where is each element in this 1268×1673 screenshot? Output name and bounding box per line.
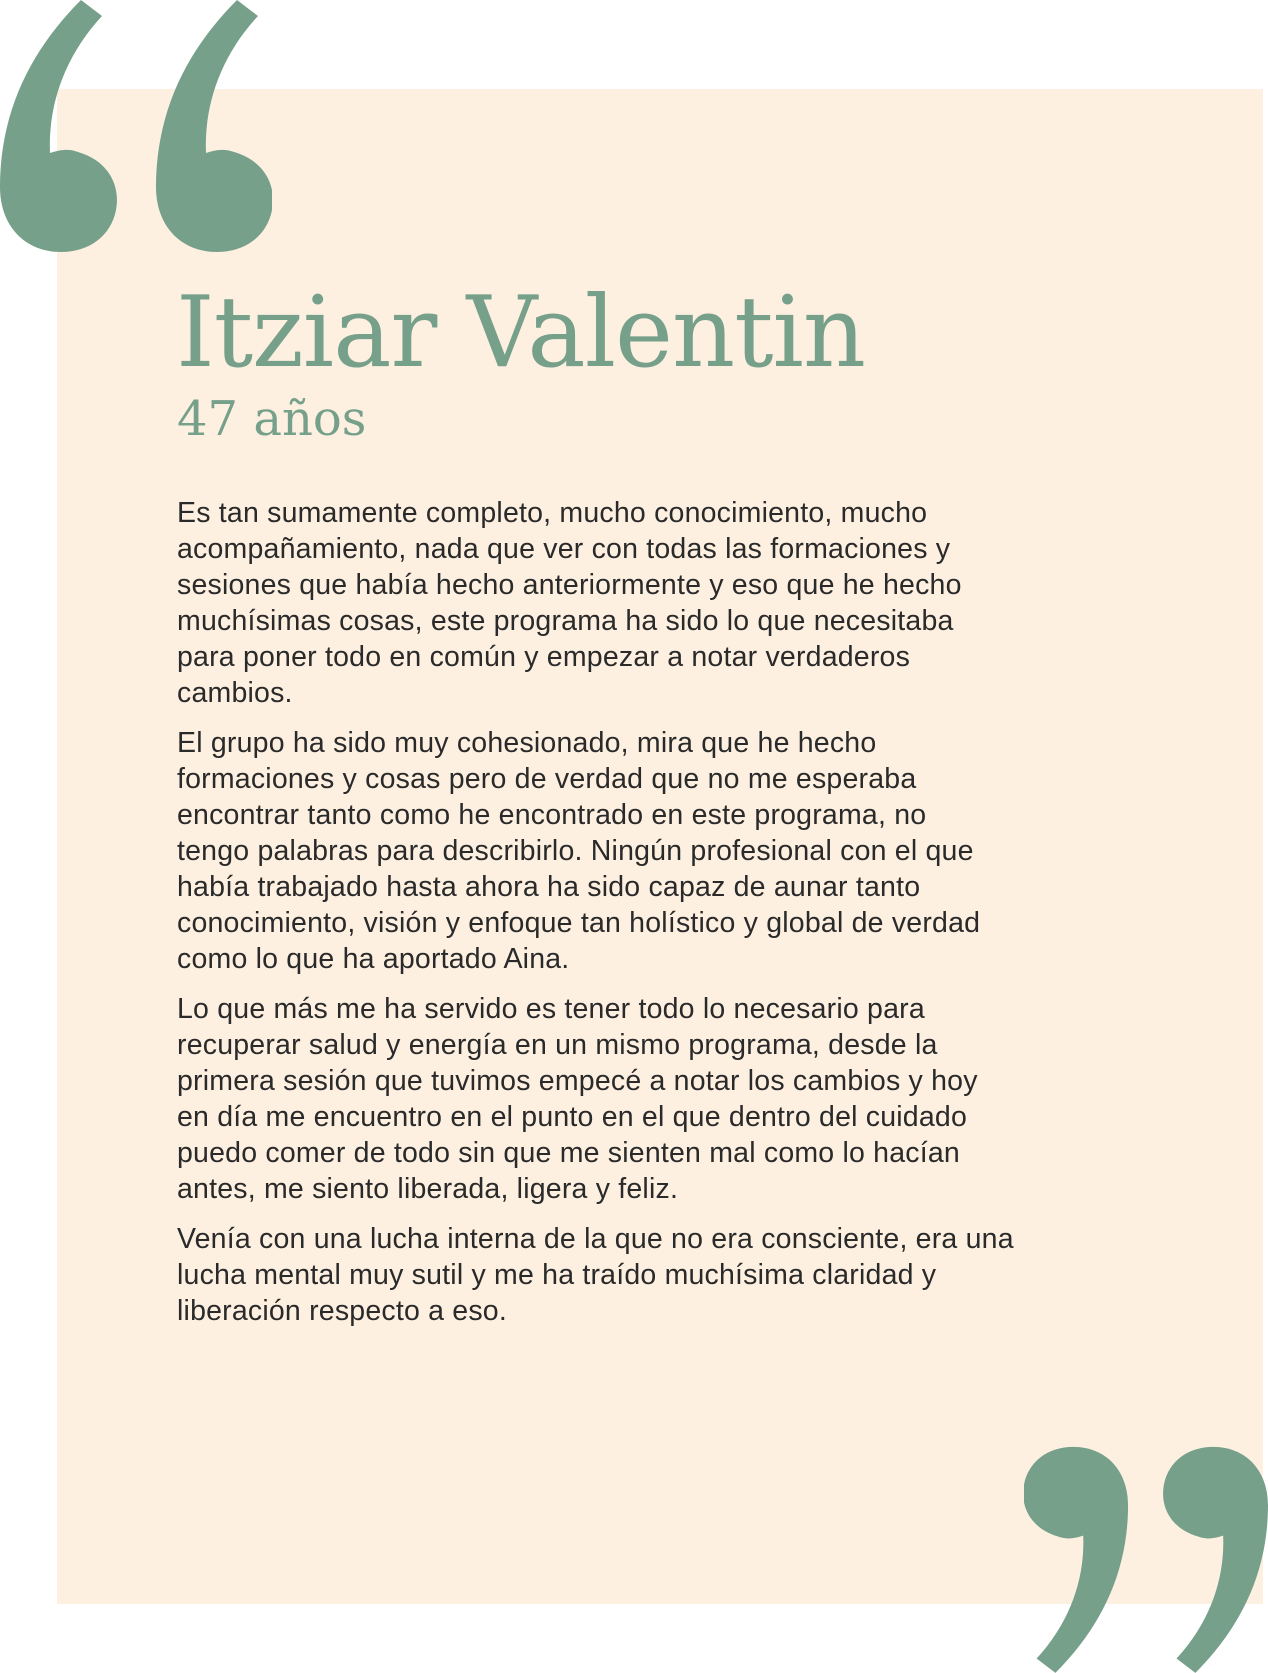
text-line: liberación respecto a eso. [177,1295,507,1327]
text-line: primera sesión que tuvimos empecé a notar los cambios y hoy [177,1065,978,1097]
text-line: acompañamiento, nada que ver con todas las formaciones y [177,533,951,565]
text-line: tengo palabras para describirlo. Ningún profesional con el que [177,835,974,867]
text-line: lucha mental muy sutil y me ha traído muchísima claridad y [177,1259,937,1291]
text-line: cambios. [177,677,293,709]
text-line: sesiones que había hecho anteriormente y eso que he hecho [177,569,962,601]
text-line: encontrar tanto como he encontrado en este programa, no [177,799,927,831]
testimonial-paragraph [177,991,1157,1207]
text-line: para poner todo en común y empezar a notar verdaderos [177,641,911,673]
opening-quote-icon [0,0,272,255]
testimonial-body [177,495,1157,1343]
testimonial-paragraph [177,725,1157,977]
text-line: puedo comer de todo sin que me sienten mal como lo hacían [177,1137,960,1169]
text-line: formaciones y cosas pero de verdad que no me esperaba [177,763,917,795]
text-line: Venía con una lucha interna de la que no era consciente, era una [177,1223,1014,1255]
closing-quote-icon [1024,1444,1268,1673]
testimonial-name: Itziar Valentin [176,276,865,390]
text-line: antes, me siento liberada, ligera y feliz. [177,1173,679,1205]
testimonial-age: 47 años [177,391,367,447]
text-line: El grupo ha sido muy cohesionado, mira que he hecho [177,727,877,759]
text-line: había trabajado hasta ahora ha sido capaz de aunar tanto [177,871,921,903]
testimonial-paragraph [177,495,1157,711]
text-line: como lo que ha aportado Aina. [177,943,570,975]
testimonial-paragraph [177,1221,1157,1329]
text-line: recuperar salud y energía en un mismo programa, desde la [177,1029,938,1061]
text-line: conocimiento, visión y enfoque tan holístico y global de verdad [177,907,981,939]
text-line: Lo que más me ha servido es tener todo lo necesario para [177,993,925,1025]
text-line: Es tan sumamente completo, mucho conocimiento, mucho [177,497,928,529]
text-line: en día me encuentro en el punto en el que dentro del cuidado [177,1101,968,1133]
text-line: muchísimas cosas, este programa ha sido lo que necesitaba [177,605,954,637]
